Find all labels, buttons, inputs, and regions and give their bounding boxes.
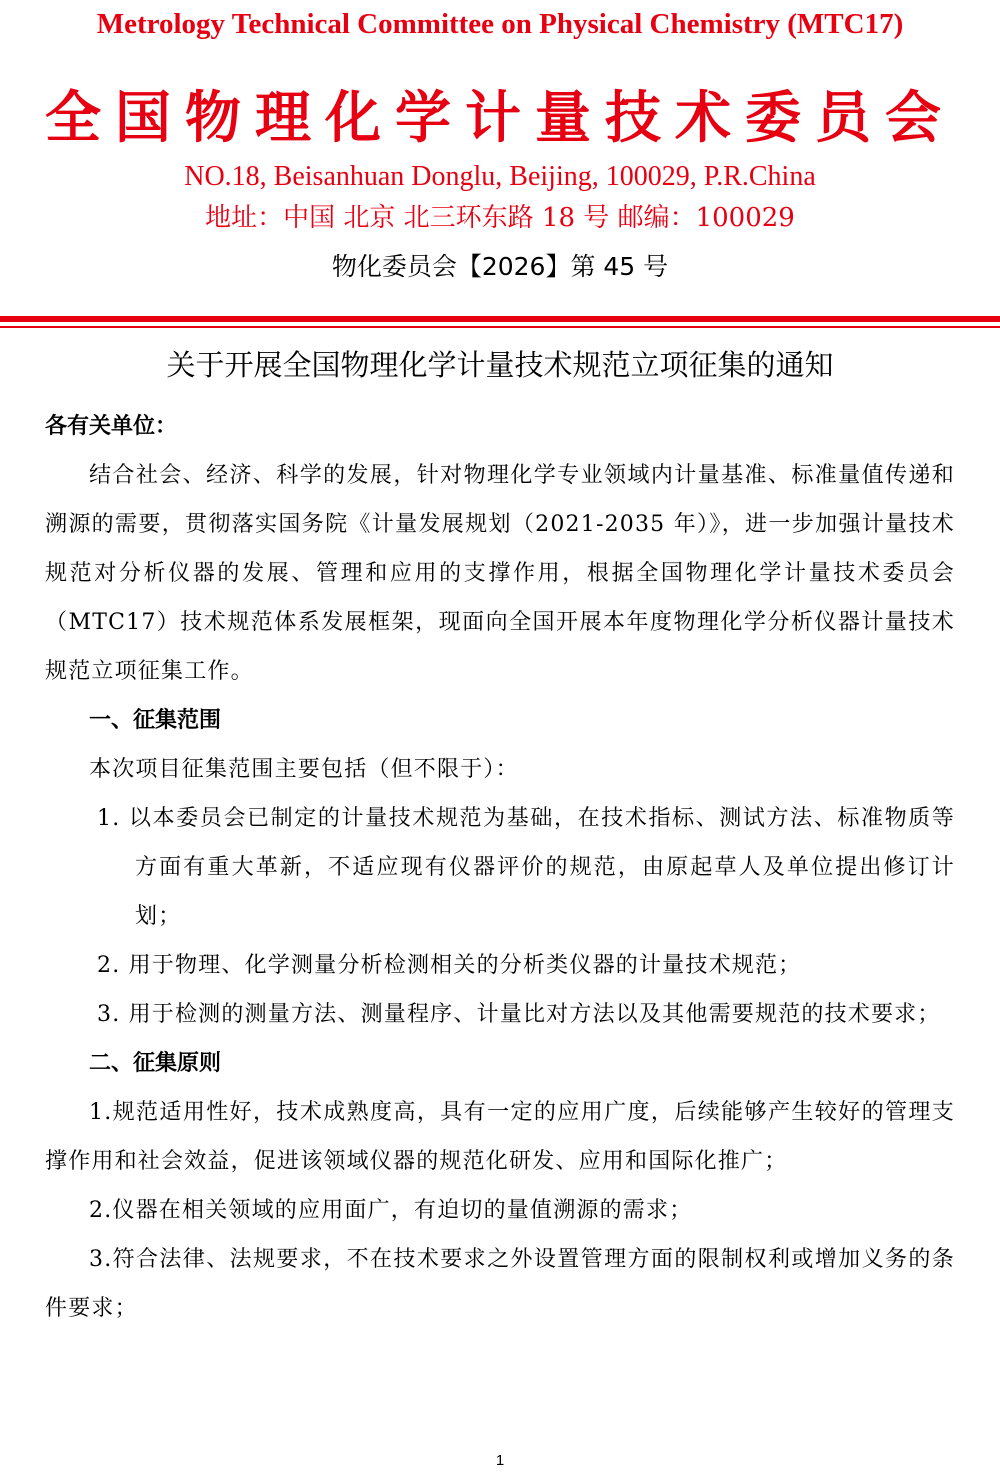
section-heading-scope: 一、征集范围: [89, 708, 222, 733]
intro-paragraph: 结合社会、经济、科学的发展，针对物理化学专业领域内计量基准、标准量值传递和溯源的需要，贯彻落实国务院《计量发展规划（2021-2035 年）》，进一步加强计量技术规范对分析仪器的发展、管理和应用的支撑作用，根据全国物理化学计量技术委员会（MTC17）技术规范体系发展框架，现面向全国开展本年度物理化学分析仪器计量技术规范立项征集工作。: [45, 463, 955, 684]
principle-item: 1.规范适用性好，技术成熟度高，具有一定的应用广度，后续能够产生较好的管理支撑作用和社会效益，促进该领域仪器的规范化研发、应用和国际化推广；: [45, 1100, 955, 1174]
section-heading-principles: 二、征集原则: [89, 1051, 222, 1076]
document-number: 物化委员会【2026】第 45 号: [331, 252, 669, 281]
scope-lead: 本次项目征集范围主要包括（但不限于）：: [89, 757, 519, 782]
document-title: 关于开展全国物理化学计量技术规范立项征集的通知: [166, 348, 834, 382]
scope-item: 2. 用于物理、化学测量分析检测相关的分析类仪器的计量技术规范；: [97, 953, 802, 978]
address-cn: 地址：中国 北京 北三环东路 18 号 邮编：100029: [205, 203, 795, 233]
committee-name-cn: 全国物理化学计量技术委员会: [45, 86, 955, 151]
address-en: NO.18, Beisanhuan Donglu, Beijing, 100029, P.R.China: [184, 161, 816, 192]
committee-name-en: Metrology Technical Committee on Physical Chemistry (MTC17): [96, 8, 904, 40]
header-divider-thin: [0, 326, 1000, 328]
salutation: 各有关单位：: [45, 414, 178, 439]
principle-item: 2.仪器在相关领域的应用面广，有迫切的量值溯源的需求；: [89, 1198, 693, 1223]
principle-item: 3.符合法律、法规要求，不在技术要求之外设置管理方面的限制权利或增加义务的条件要求；: [45, 1247, 955, 1321]
scope-item: 3. 用于检测的测量方法、测量程序、计量比对方法以及其他需要规范的技术要求；: [97, 1002, 941, 1027]
page-number: 1: [495, 1452, 505, 1469]
header-divider-thick: [0, 316, 1000, 322]
scope-item: 1. 以本委员会已制定的计量技术规范为基础，在技术指标、测试方法、标准物质等方面有重大革新，不适应现有仪器评价的规范，由原起草人及单位提出修订计划；: [97, 806, 955, 929]
document-body: [45, 402, 955, 1333]
